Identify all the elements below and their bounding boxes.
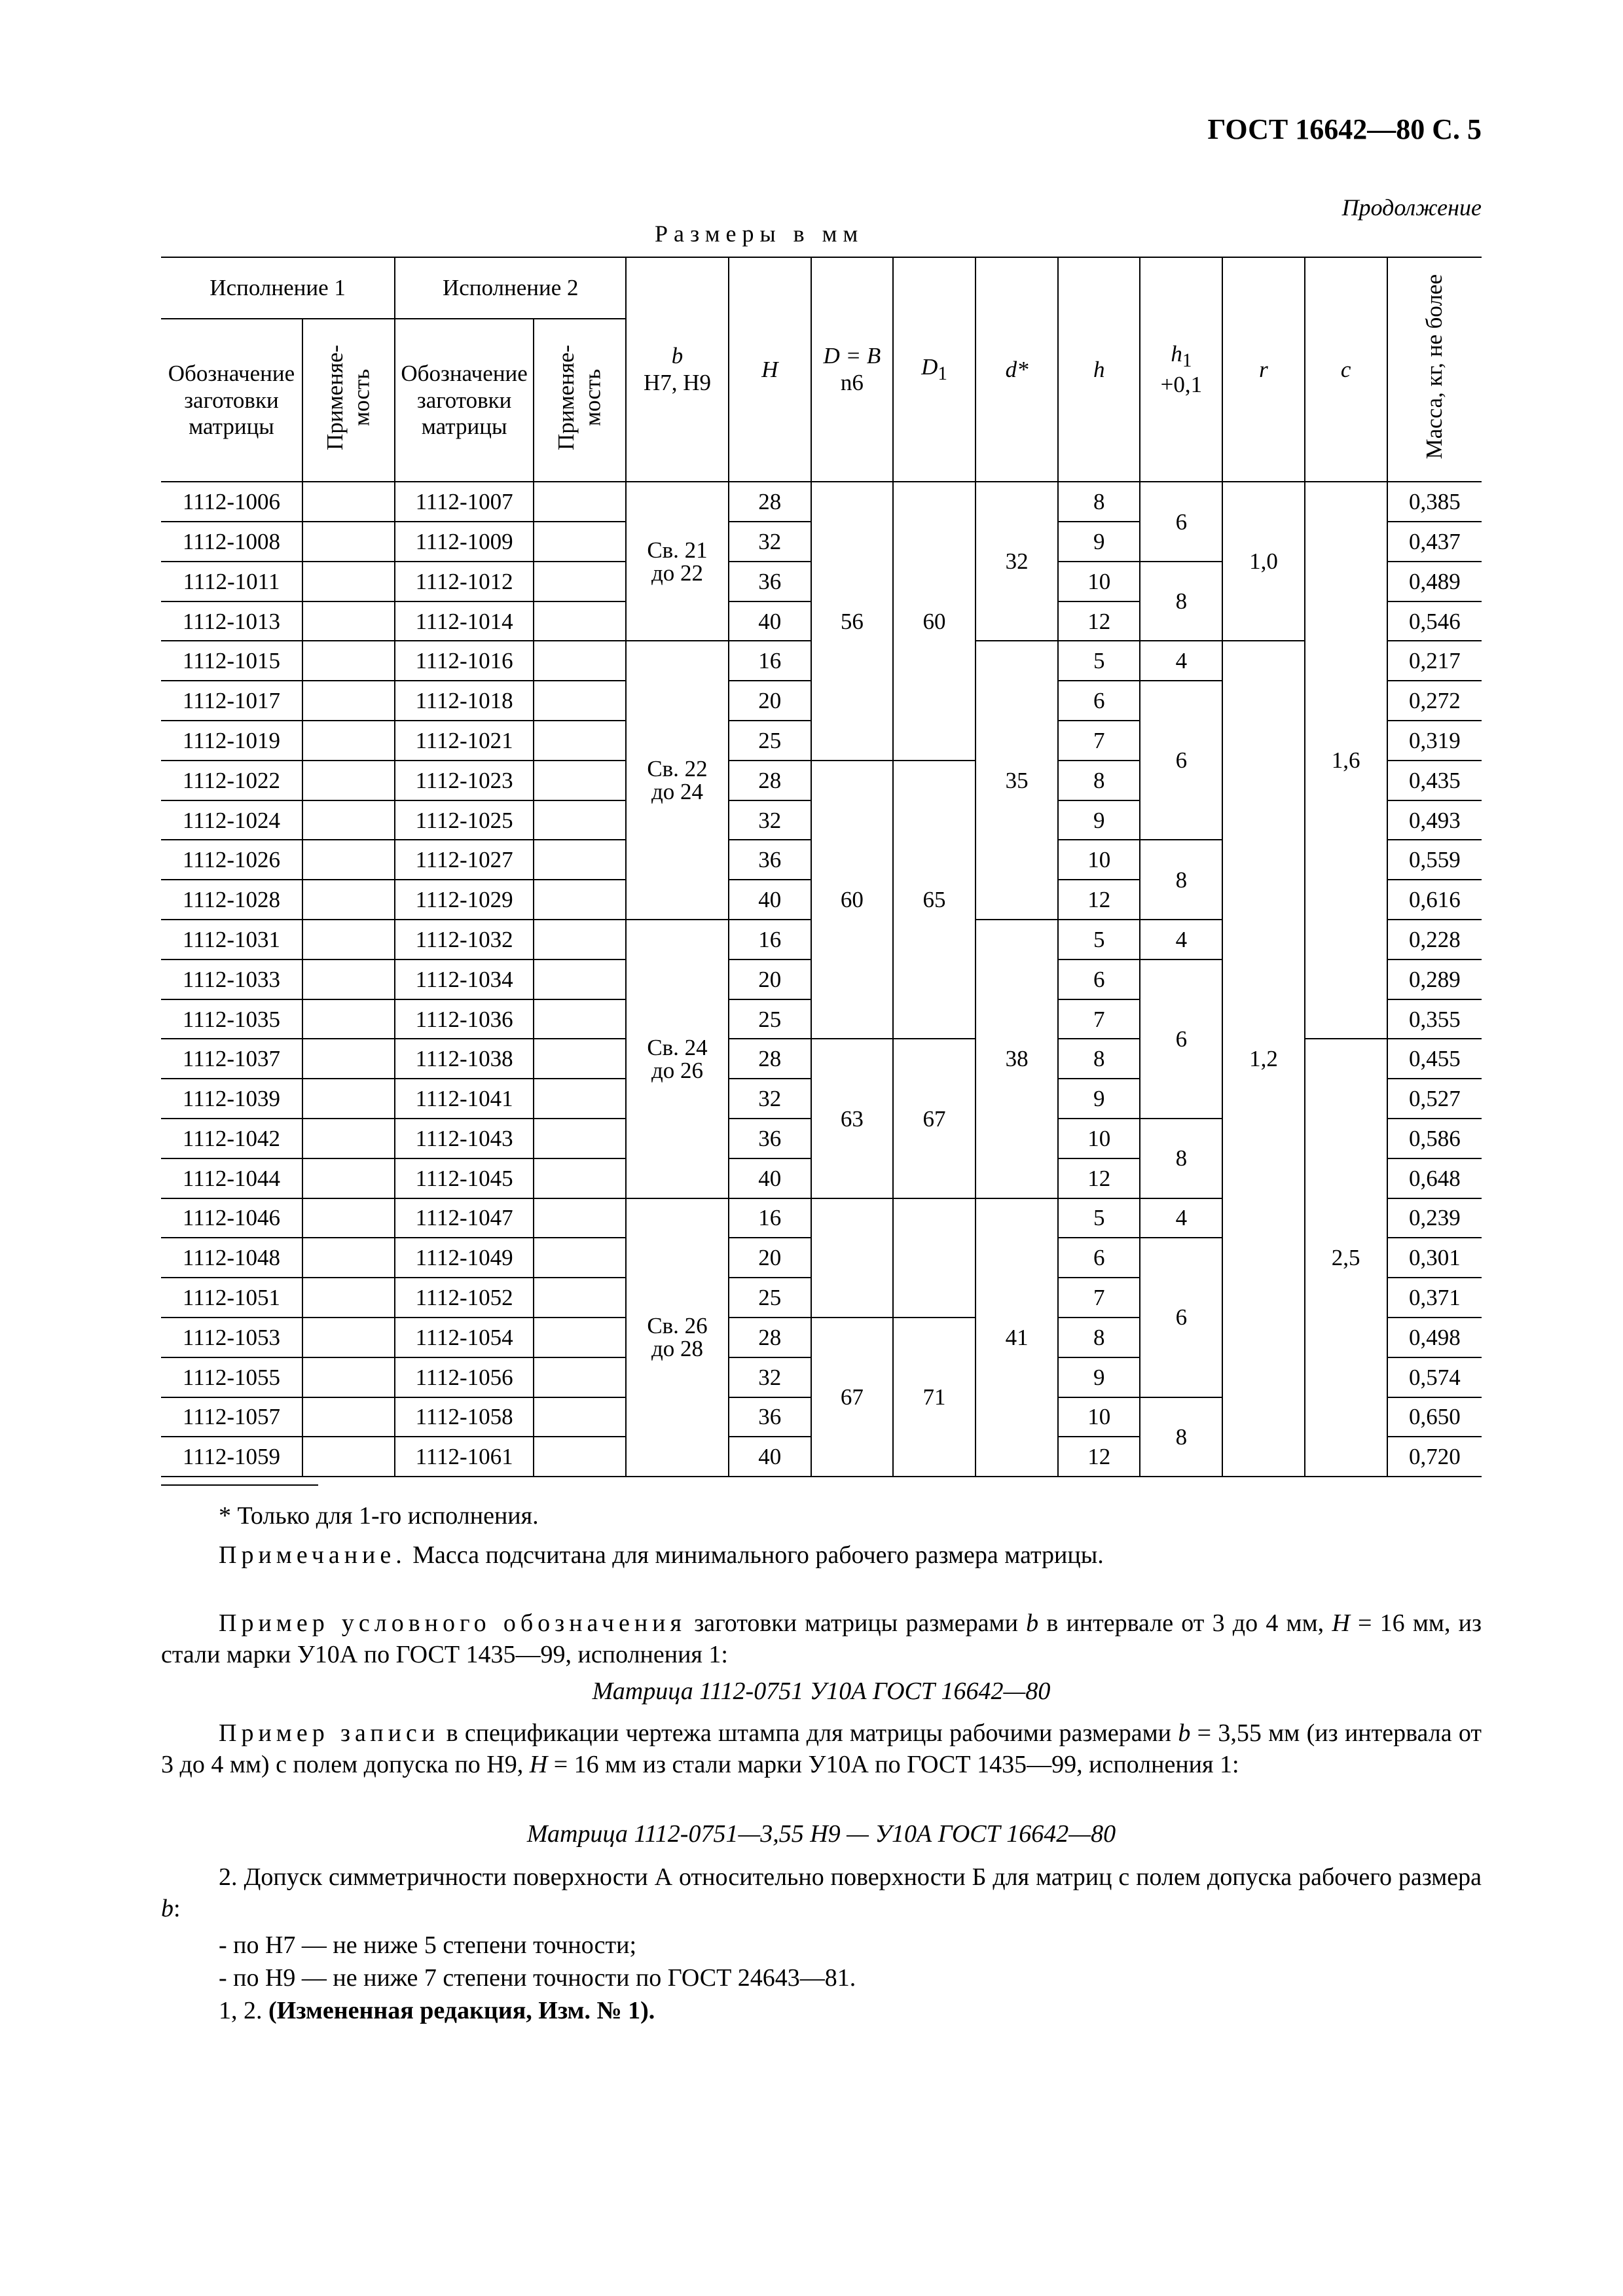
applicability-1	[302, 601, 395, 641]
applicability-2	[534, 522, 626, 562]
H-value: 32	[729, 1079, 811, 1119]
H-value: 25	[729, 999, 811, 1039]
D1-value: 71	[893, 1318, 976, 1477]
h-value: 10	[1058, 562, 1140, 601]
applicability-2	[534, 1158, 626, 1198]
r-value: 1,2	[1222, 641, 1304, 1477]
H-value: 32	[729, 1357, 811, 1397]
applicability-1	[302, 482, 395, 522]
H-value: 25	[729, 1278, 811, 1318]
applicability-1	[302, 840, 395, 880]
h-value: 12	[1058, 1158, 1140, 1198]
b-range: Св. 24 до 26	[626, 920, 728, 1198]
b-range: Св. 26 до 28	[626, 1198, 728, 1477]
applicability-2	[534, 601, 626, 641]
designation-1: 1112-1024	[161, 800, 302, 840]
h1-value: 4	[1140, 920, 1222, 960]
applicability-2	[534, 800, 626, 840]
designation-1: 1112-1039	[161, 1079, 302, 1119]
H-value: 25	[729, 721, 811, 761]
mass-value: 0,239	[1387, 1198, 1482, 1238]
continuation-label: Продолжение	[1341, 194, 1482, 221]
H-value: 28	[729, 1318, 811, 1357]
h-value: 5	[1058, 641, 1140, 681]
h-value: 5	[1058, 1198, 1140, 1238]
D-value: 67	[811, 1318, 893, 1477]
designation-1: 1112-1033	[161, 960, 302, 999]
h-value: 8	[1058, 482, 1140, 522]
designation-2: 1112-1027	[395, 840, 534, 880]
applicability-2	[534, 1397, 626, 1437]
designation-1: 1112-1031	[161, 920, 302, 960]
h-value: 12	[1058, 1437, 1140, 1477]
applicability-1	[302, 1119, 395, 1158]
example-designation: Пример условного обозначения заготовки матрицы размерами b в интервале от 3 до 4 мм, H = 16 мм, из стали марки У10А по ГОСТ 1435—99, исполнения 1:	[161, 1609, 1482, 1668]
applicability-1	[302, 1158, 395, 1198]
designation-1: 1112-1035	[161, 999, 302, 1039]
H-value: 16	[729, 920, 811, 960]
designation-2: 1112-1038	[395, 1039, 534, 1079]
H-value: 32	[729, 800, 811, 840]
applicability-2	[534, 1357, 626, 1397]
H-value: 28	[729, 482, 811, 522]
H-value: 36	[729, 840, 811, 880]
applicability-1	[302, 920, 395, 960]
table-row	[161, 482, 1482, 522]
mass-value: 0,559	[1387, 840, 1482, 880]
designation-2: 1112-1014	[395, 601, 534, 641]
header-h1: $h_1$ +0,1	[1140, 257, 1222, 482]
applicability-1	[302, 761, 395, 800]
header-version-2: Исполнение 2	[395, 257, 626, 319]
designation-1: 1112-1008	[161, 522, 302, 562]
designation-2: 1112-1058	[395, 1397, 534, 1437]
h1-value: 4	[1140, 641, 1222, 681]
h1-value: 6	[1140, 482, 1222, 562]
h-value: 6	[1058, 681, 1140, 721]
d-value: 32	[976, 482, 1058, 641]
mass-value: 0,527	[1387, 1079, 1482, 1119]
d-value: 41	[976, 1198, 1058, 1477]
applicability-1	[302, 960, 395, 999]
H-value: 20	[729, 681, 811, 721]
header-H: H	[729, 257, 811, 482]
designation-2: 1112-1045	[395, 1158, 534, 1198]
applicability-1	[302, 1397, 395, 1437]
designation-1: 1112-1028	[161, 880, 302, 920]
h-value: 8	[1058, 1039, 1140, 1079]
mass-value: 0,385	[1387, 482, 1482, 522]
applicability-2	[534, 641, 626, 681]
applicability-1	[302, 1198, 395, 1238]
applicability-2	[534, 1278, 626, 1318]
applicability-2	[534, 1437, 626, 1477]
designation-2: 1112-1056	[395, 1357, 534, 1397]
h-value: 10	[1058, 840, 1140, 880]
designation-1: 1112-1013	[161, 601, 302, 641]
designation-2: 1112-1032	[395, 920, 534, 960]
designation-2: 1112-1052	[395, 1278, 534, 1318]
applicability-1	[302, 1278, 395, 1318]
applicability-2	[534, 880, 626, 920]
h-value: 6	[1058, 960, 1140, 999]
item-2: 2. Допуск симметричности поверхности А относительно поверхности Б для матриц с полем допуска рабочего размера b:	[161, 1863, 1482, 1922]
designation-2: 1112-1041	[395, 1079, 534, 1119]
designation-2: 1112-1009	[395, 522, 534, 562]
h1-value: 8	[1140, 840, 1222, 920]
example-record: Пример записи в спецификации чертежа штампа для матрицы рабочими размерами b = 3,55 мм (из интервала от 3 до 4 мм) с полем допуска по Н9, H = 16 мм из стали марки У10А по ГОСТ 1435—99, исполнения 1:	[161, 1719, 1482, 1778]
b-range: Св. 21 до 22	[626, 482, 728, 641]
H-value: 16	[729, 1198, 811, 1238]
D-value: 60	[811, 761, 893, 1039]
mass-value: 0,648	[1387, 1158, 1482, 1198]
designation-2: 1112-1047	[395, 1198, 534, 1238]
designation-1: 1112-1011	[161, 562, 302, 601]
applicability-2	[534, 960, 626, 999]
applicability-2	[534, 999, 626, 1039]
designation-1: 1112-1048	[161, 1238, 302, 1278]
example-record-formula: Матрица 1112-0751—3,55 Н9 — У10А ГОСТ 16642—80	[526, 1820, 1116, 1848]
designation-2: 1112-1034	[395, 960, 534, 999]
mass-value: 0,289	[1387, 960, 1482, 999]
D1-value: 60	[893, 482, 976, 761]
designation-1: 1112-1026	[161, 840, 302, 880]
D1-value: 67	[893, 1039, 976, 1198]
d-value: 38	[976, 920, 1058, 1198]
applicability-2	[534, 1238, 626, 1278]
applicability-2	[534, 681, 626, 721]
dimensions-caption: Размеры в мм	[655, 221, 864, 247]
r-value: 1,0	[1222, 482, 1304, 641]
designation-2: 1112-1029	[395, 880, 534, 920]
applicability-1	[302, 1357, 395, 1397]
mass-value: 0,435	[1387, 761, 1482, 800]
H-value: 36	[729, 562, 811, 601]
header-mass: Масса, кг, не более	[1387, 257, 1482, 482]
applicability-1	[302, 999, 395, 1039]
header-designation-1: Обозначение заготовки матрицы	[161, 319, 302, 482]
applicability-1	[302, 562, 395, 601]
mass-value: 0,586	[1387, 1119, 1482, 1158]
header-applicability-1: Применяе-мость	[302, 319, 395, 482]
header-c: c	[1305, 257, 1387, 482]
mass-value: 0,493	[1387, 800, 1482, 840]
designation-1: 1112-1015	[161, 641, 302, 681]
c-value: 1,6	[1305, 482, 1387, 1039]
applicability-2	[534, 482, 626, 522]
applicability-2	[534, 721, 626, 761]
header-D1: $D_1$	[893, 257, 976, 482]
H-value: 36	[729, 1119, 811, 1158]
mass-value: 0,489	[1387, 562, 1482, 601]
H-value: 28	[729, 761, 811, 800]
mass-value: 0,546	[1387, 601, 1482, 641]
mass-value: 0,616	[1387, 880, 1482, 920]
designation-1: 1112-1059	[161, 1437, 302, 1477]
designation-2: 1112-1023	[395, 761, 534, 800]
designation-2: 1112-1016	[395, 641, 534, 681]
designation-1: 1112-1017	[161, 681, 302, 721]
applicability-1	[302, 721, 395, 761]
applicability-2	[534, 1079, 626, 1119]
h-value: 12	[1058, 880, 1140, 920]
mass-value: 0,720	[1387, 1437, 1482, 1477]
header-applicability-2: Применяе-мость	[534, 319, 626, 482]
designation-1: 1112-1051	[161, 1278, 302, 1318]
h-value: 8	[1058, 1318, 1140, 1357]
applicability-2	[534, 1119, 626, 1158]
designation-2: 1112-1043	[395, 1119, 534, 1158]
applicability-2	[534, 1318, 626, 1357]
header-D: D = B n6	[811, 257, 893, 482]
applicability-2	[534, 840, 626, 880]
h1-value: 8	[1140, 1397, 1222, 1477]
D-value-empty	[811, 1198, 893, 1318]
applicability-1	[302, 522, 395, 562]
header-designation-2: Обозначение заготовки матрицы	[395, 319, 534, 482]
designation-1: 1112-1055	[161, 1357, 302, 1397]
designation-1: 1112-1046	[161, 1198, 302, 1238]
designation-2: 1112-1054	[395, 1318, 534, 1357]
applicability-2	[534, 920, 626, 960]
H-value: 16	[729, 641, 811, 681]
h-value: 7	[1058, 1278, 1140, 1318]
h1-value: 8	[1140, 562, 1222, 641]
header-r: r	[1222, 257, 1304, 482]
H-value: 32	[729, 522, 811, 562]
d-value: 35	[976, 641, 1058, 920]
changed-edition: 1, 2. (Измененная редакция, Изм. № 1).	[219, 1997, 655, 2024]
mass-value: 0,319	[1387, 721, 1482, 761]
applicability-1	[302, 1238, 395, 1278]
c-value: 2,5	[1305, 1039, 1387, 1477]
mass-value: 0,228	[1387, 920, 1482, 960]
H-value: 40	[729, 1158, 811, 1198]
designation-1: 1112-1053	[161, 1318, 302, 1357]
h-value: 9	[1058, 800, 1140, 840]
h-value: 7	[1058, 999, 1140, 1039]
h-value: 7	[1058, 721, 1140, 761]
designation-2: 1112-1061	[395, 1437, 534, 1477]
header-d: d*	[976, 257, 1058, 482]
h-value: 8	[1058, 761, 1140, 800]
h1-value: 6	[1140, 1238, 1222, 1397]
D-value: 56	[811, 482, 893, 761]
H-value: 28	[729, 1039, 811, 1079]
D1-value: 65	[893, 761, 976, 1039]
applicability-2	[534, 562, 626, 601]
header-h: h	[1058, 257, 1140, 482]
designation-1: 1112-1057	[161, 1397, 302, 1437]
H-value: 36	[729, 1397, 811, 1437]
mass-value: 0,272	[1387, 681, 1482, 721]
footnote: * Только для 1-го исполнения.	[219, 1502, 539, 1530]
h-value: 12	[1058, 601, 1140, 641]
designation-2: 1112-1036	[395, 999, 534, 1039]
H-value: 40	[729, 1437, 811, 1477]
h1-value: 6	[1140, 960, 1222, 1119]
applicability-1	[302, 641, 395, 681]
h-value: 9	[1058, 1357, 1140, 1397]
mass-value: 0,355	[1387, 999, 1482, 1039]
footnote-divider	[161, 1484, 318, 1486]
designation-2: 1112-1021	[395, 721, 534, 761]
applicability-1	[302, 681, 395, 721]
designation-1: 1112-1037	[161, 1039, 302, 1079]
example-designation-formula: Матрица 1112-0751 У10А ГОСТ 16642—80	[592, 1677, 1051, 1705]
applicability-1	[302, 1079, 395, 1119]
designation-2: 1112-1018	[395, 681, 534, 721]
designation-2: 1112-1007	[395, 482, 534, 522]
applicability-1	[302, 800, 395, 840]
h-value: 10	[1058, 1397, 1140, 1437]
applicability-2	[534, 761, 626, 800]
D-value: 63	[811, 1039, 893, 1198]
designation-1: 1112-1019	[161, 721, 302, 761]
H-value: 20	[729, 1238, 811, 1278]
h-value: 5	[1058, 920, 1140, 960]
applicability-1	[302, 880, 395, 920]
b-range: Св. 22 до 24	[626, 641, 728, 920]
applicability-1	[302, 1039, 395, 1079]
designation-1: 1112-1022	[161, 761, 302, 800]
h-value: 9	[1058, 1079, 1140, 1119]
h1-value: 6	[1140, 681, 1222, 840]
applicability-1	[302, 1437, 395, 1477]
H-value: 20	[729, 960, 811, 999]
mass-value: 0,437	[1387, 522, 1482, 562]
designation-1: 1112-1006	[161, 482, 302, 522]
applicability-2	[534, 1039, 626, 1079]
note: Примечание. Масса подсчитана для минимального рабочего размера матрицы.	[219, 1541, 1104, 1569]
mass-value: 0,217	[1387, 641, 1482, 681]
h1-value: 8	[1140, 1119, 1222, 1198]
item-2-line-1: - по Н7 — не ниже 5 степени точности;	[219, 1931, 637, 1959]
D1-value-empty	[893, 1198, 976, 1318]
designation-2: 1112-1049	[395, 1238, 534, 1278]
designation-2: 1112-1012	[395, 562, 534, 601]
mass-value: 0,301	[1387, 1238, 1482, 1278]
dimensions-table	[161, 257, 1482, 1477]
mass-value: 0,650	[1387, 1397, 1482, 1437]
mass-value: 0,371	[1387, 1278, 1482, 1318]
applicability-2	[534, 1198, 626, 1238]
header-b: b H7, H9	[626, 257, 728, 482]
item-2-line-2: - по Н9 — не ниже 7 степени точности по ГОСТ 24643—81.	[219, 1964, 856, 1992]
header-version-1: Исполнение 1	[161, 257, 395, 319]
h1-value: 4	[1140, 1198, 1222, 1238]
h-value: 9	[1058, 522, 1140, 562]
h-value: 6	[1058, 1238, 1140, 1278]
mass-value: 0,574	[1387, 1357, 1482, 1397]
applicability-1	[302, 1318, 395, 1357]
h-value: 10	[1058, 1119, 1140, 1158]
page-title: ГОСТ 16642—80 С. 5	[1207, 113, 1482, 145]
mass-value: 0,498	[1387, 1318, 1482, 1357]
H-value: 40	[729, 601, 811, 641]
designation-1: 1112-1044	[161, 1158, 302, 1198]
H-value: 40	[729, 880, 811, 920]
mass-value: 0,455	[1387, 1039, 1482, 1079]
designation-1: 1112-1042	[161, 1119, 302, 1158]
designation-2: 1112-1025	[395, 800, 534, 840]
